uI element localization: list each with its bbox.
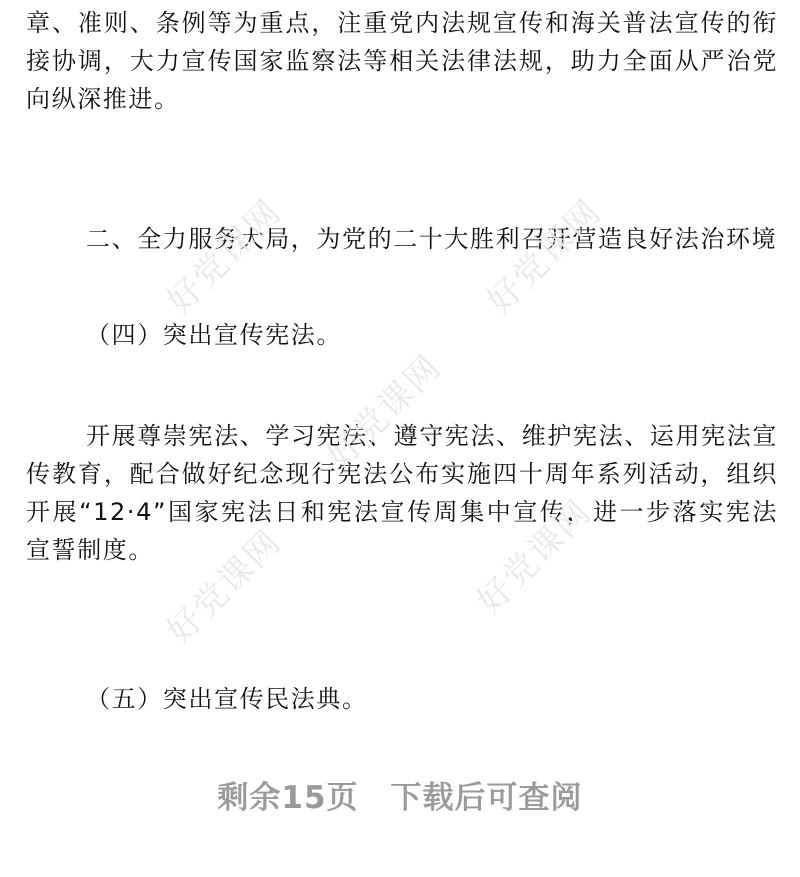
body-paragraph: 开展尊崇宪法、学习宪法、遵守宪法、维护宪法、运用宪法宣传教育，配合做好纪念现行宪法公布实施四十周年系列活动，组织开展“12·4”国家宪法日和宪法宣传周集中宣传，进一步落实宪法宣誓制度。 (26, 422, 778, 564)
watermark-text: 好党课网 (479, 191, 610, 323)
watermark-text: 好党课网 (159, 191, 290, 323)
section-heading: 二、全力服务大局，为党的二十大胜利召开营造良好法治环境 (86, 225, 778, 253)
watermark-text: 好党课网 (159, 521, 290, 653)
subsection-heading: （五）突出宣传民法典。 (86, 685, 368, 713)
subsection-heading: （四）突出宣传宪法。 (86, 321, 342, 349)
watermark-text: 好党课网 (469, 491, 600, 623)
download-prompt-bar (0, 758, 800, 838)
body-paragraph: 章、准则、条例等为重点，注重党内法规宣传和海关普法宣传的衔接协调，大力宣传国家监察法等相关法律法规，助力全面从严治党向纵深推进。 (26, 9, 778, 113)
watermark-text: 好党课网 (319, 346, 450, 478)
download-more-link[interactable]: 剩余15页 下载后可查阅 (217, 780, 583, 816)
